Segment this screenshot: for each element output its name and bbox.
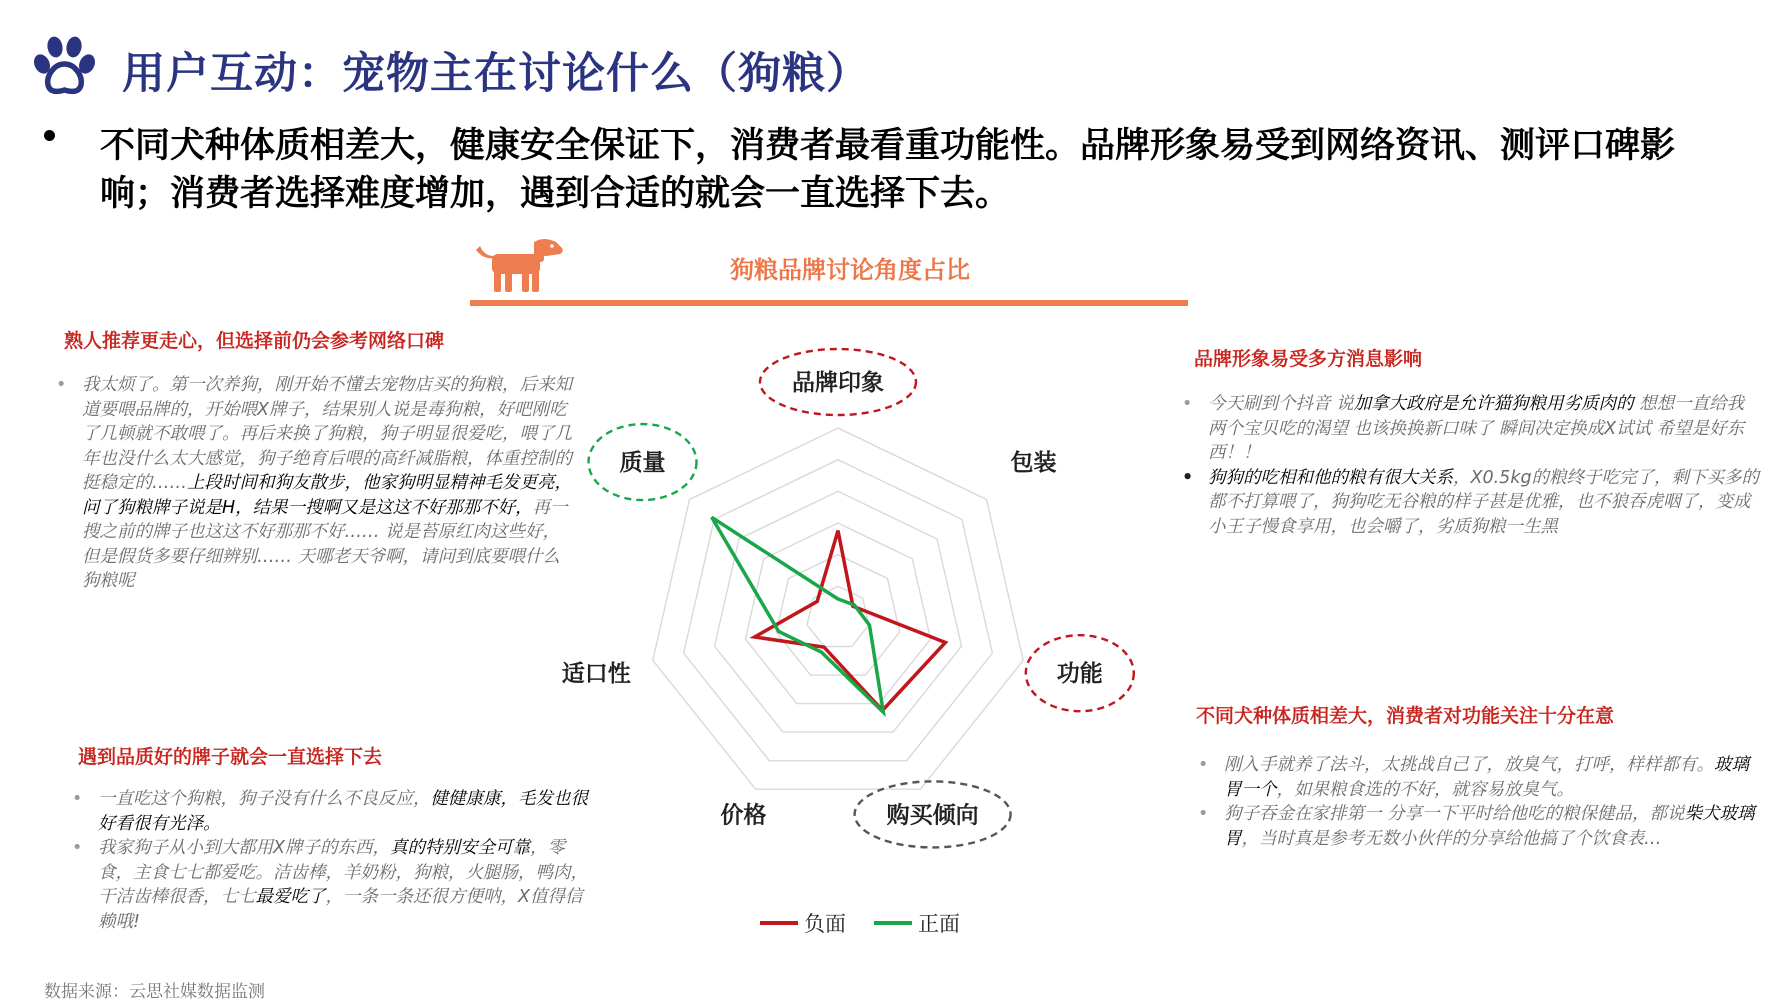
axis-label: 价格: [720, 802, 767, 829]
data-source: 数据来源：云思社媒数据监测: [44, 982, 265, 1002]
quote-highlight: 玻璃胃一个: [1224, 755, 1749, 800]
legend-swatch: [760, 921, 798, 925]
quote-list-loyalty: [70, 787, 590, 934]
quote-text: 狗子吞金在家排第一 分享一下平时给他吃的粮保健品，都说: [1224, 804, 1685, 824]
section-heading-function: 不同犬种体质相差大，消费者对功能关注十分在意: [1196, 705, 1615, 727]
quote-text: ，零食，主食七七都爱吃。洁齿棒，羊奶粉，狗粮，火腿肠，鸭肉，干洁齿棒很香，七七: [98, 838, 588, 907]
quote-highlight: 柴犬玻璃胃: [1224, 804, 1755, 849]
chart-title-underline: [470, 300, 1188, 306]
quote-list-function: [1196, 753, 1756, 851]
axis-label: 适口性: [561, 661, 631, 688]
quote-item: [70, 836, 590, 934]
quote-text: ，一条一条还很方便呐，X值得信赖哦!: [98, 887, 583, 932]
quote-highlight: 真的特别安全可靠: [390, 838, 530, 858]
radar-series: [712, 517, 946, 712]
quote-text: 我太烦了。第一次养狗，刚开始不懂去宠物店买的狗粮，后来知道要喂品牌的，开始喂X牌子，结果别人说是毒狗粮，好吧刚吃了几顿就不敢喂了。再后来换了狗粮，狗子明显很爱吃，喂了几年也没什么太大感觉，狗子绝育后喂的高纤减脂粮，体重控制的挺稳定的……: [82, 375, 572, 493]
quote-item: [1180, 466, 1760, 540]
axis-label: 质量: [619, 450, 666, 477]
summary-bullet: [44, 130, 55, 141]
axis-label: 包装: [1010, 450, 1057, 477]
quote-highlight: 上段时间和狗友散步，他家狗明显精神毛发更亮，问了狗粮牌子说是H，结果一搜啊又是这这不好那那不好，: [82, 473, 572, 518]
quote-text: 今天刷到个抖音 说: [1208, 394, 1354, 414]
chart-legend: [760, 908, 988, 938]
quote-item: [54, 373, 574, 594]
quote-text: 一直吃这个狗粮，狗子没有什么不良反应，: [98, 789, 431, 809]
radar-ring: [653, 428, 1023, 789]
quote-text: 想想一直给我两个宝贝吃的渴望 也该换换新口味了 瞬间决定换成X试试 希望是好东西！！: [1208, 394, 1745, 463]
section-heading-loyalty: 遇到品质好的牌子就会一直选择下去: [78, 746, 383, 768]
legend-item: [874, 908, 960, 938]
axis-label: 功能: [1056, 661, 1103, 688]
legend-item: [760, 908, 846, 938]
quote-text: 我家狗子从小到大都用X牌子的东西，: [98, 838, 390, 858]
page-title: 用户互动：宠物主在讨论什么（狗粮）: [122, 49, 870, 99]
quote-highlight: 加拿大政府是允许猫狗粮用劣质肉的: [1353, 394, 1634, 414]
series-line-负面: [755, 531, 946, 711]
legend-swatch: [874, 921, 912, 925]
chart-title: 狗粮品牌讨论角度占比: [730, 256, 970, 284]
quote-highlight: 最爱吃了: [255, 887, 326, 907]
quote-list-word-of-mouth: [54, 373, 574, 594]
summary-text: 不同犬种体质相差大，健康安全保证下，消费者最看重功能性。品牌形象易受到网络资讯、测评口碑影响；消费者选择难度增加，遇到合适的就会一直选择下去。: [100, 126, 1676, 214]
section-heading-word-of-mouth: 熟人推荐更走心，但选择前仍会参考网络口碑: [64, 330, 445, 352]
quote-text: ，如果粮食选的不好，就容易放臭气。: [1276, 779, 1574, 800]
radar-ring: [684, 460, 993, 761]
quote-highlight: 狗狗的吃相和他的粮有很大关系: [1208, 467, 1453, 488]
quote-list-brand-image: [1180, 392, 1760, 539]
paw-icon: [30, 34, 100, 98]
quote-text: 刚入手就养了法斗，太挑战自己了，放臭气，打呼，样样都有。: [1224, 755, 1714, 775]
quote-text: ，当时真是参考无数小伙伴的分享给他搞了个饮食表…: [1241, 828, 1662, 849]
quote-item: [70, 787, 590, 836]
quote-text: ，X0.5kg的粮终于吃完了，剩下买多的都不打算喂了，狗狗吃无谷粮的样子甚是优雅，也不狼吞虎咽了，变成小王子慢食享用，也会嚼了，劣质狗粮一生黑: [1208, 467, 1760, 537]
radar-ring: [807, 586, 869, 646]
dog-icon: [474, 238, 566, 294]
axis-label: 品牌印象: [792, 370, 884, 396]
section-heading-brand-image: 品牌形象易受多方消息影响: [1194, 348, 1423, 370]
quote-text: 再一搜之前的牌子也这这不好那那不好…… 说是苔原红肉这些好，但是假货多要仔细辨别…… 天哪老天爷啊，请问到底要喂什么狗粮呢: [82, 497, 568, 591]
radar-grid: [653, 428, 1023, 789]
quote-item: [1180, 392, 1760, 466]
quote-item: [1196, 802, 1756, 851]
radar-chart: [540, 330, 1240, 950]
quote-item: [1196, 753, 1756, 802]
axis-label: 购买倾向: [886, 802, 979, 829]
legend-label: 负面: [804, 912, 846, 936]
radar-ring: [745, 523, 930, 704]
radar-labels: [562, 369, 1103, 828]
legend-label: 正面: [918, 912, 960, 936]
quote-highlight: 健健康康，毛发也很好看很有光泽。: [98, 789, 588, 834]
